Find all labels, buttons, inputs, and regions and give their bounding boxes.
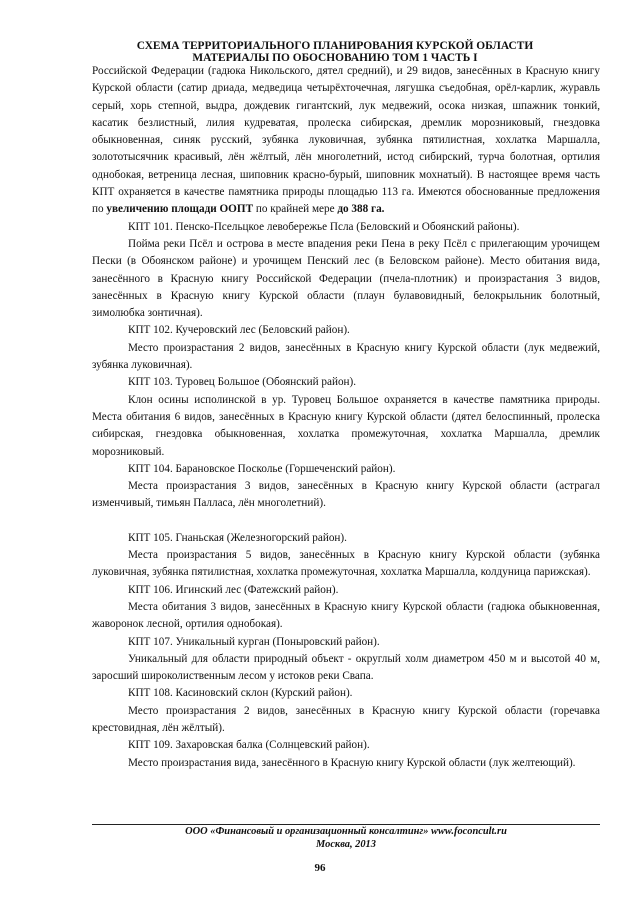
intro-text: Российской Федерации (гадюка Никольского, дятел средний), и 29 видов, занесённых в Красную книгу Курской области (сатир дриада, медведица четырёхточечная, лягушка съедобная, орёл-карлик, журавль серый, хорь степной, выдра, дождевик гигантский, лук медвежий, осока низкая, шпажник тонкий, касатик безлистный, лилия кудреватая, пролеска сибирская, дремлик морозниковый, гнездовка обыкновенная, синяк русский, зубянка луковичная, зубянка пятилистная, хохлатка Маршалла, золототысячник красивый, лён жёлтый, лён многолетний, истод сибирский, турча болотная, ортилия однобокая, ветреница лесная, шиповник красно-бурый, шиповник мохнатый). В настоящее время часть КПТ охраняется в качестве памятника природы площадью 113 га. Имеются обоснованные предложения по [92, 65, 600, 216]
header-title: СХЕМА ТЕРРИТОРИАЛЬНОГО ПЛАНИРОВАНИЯ КУРСКОЙ ОБЛАСТИ [136, 40, 534, 52]
section-title: КПТ 103. Туровец Большое (Обоянский район). [128, 376, 357, 389]
section-paragraph: Место произрастания вида, занесённого в Красную книгу Курской области (лук желтеющий). [128, 756, 576, 769]
section-title: КПТ 108. Касиновский склон (Курский район). [128, 687, 353, 700]
section-title: КПТ 106. Игинский лес (Фатежский район). [128, 583, 339, 596]
section-paragraph: Пойма реки Псёл и острова в месте впадения реки Пена в реку Псёл с прилегающим урочищем Пески (в Обоянском районе) и урочищем Пенский лес (в Беловском районе). Место обитания вида, занесённого в Красную книгу Российской Федерации (пчела-плотник) и произрастания 3 видов, занесённых в Красную книгу Курской области (плаун булавовидный, белокрыльник болотный, зимолюбка зонтичная). [92, 237, 600, 320]
section-paragraph: Места произрастания 5 видов, занесённых в Красную книгу Курской области (зубянка луковичная, зубянка пятилистная, хохлатка промежуточная, хохлатка Маршалла, колдуница парижская). [92, 549, 600, 579]
section-paragraph: Уникальный для области природный объект - округлый холм диаметром 450 м и высотой 40 м, заросший широколиственным лесом у истоков реки Свапа. [92, 652, 600, 683]
section-title: КПТ 105. Гнаньская (Железногорский район). [128, 531, 347, 544]
footer-company: ООО «Финансовый и организационный консалтинг» www.foconcult.ru [185, 826, 507, 837]
section-title: КПТ 109. Захаровская балка (Солнцевский район). [128, 739, 370, 752]
section-title: КПТ 104. Барановское Посколье (Горшеченский район). [128, 462, 396, 475]
section-paragraph: Места произрастания 3 видов, занесённых в Красную книгу Курской области (астрагал изменчивый, тимьян Палласа, лён многолетний). [92, 480, 600, 510]
intro-text-mid: по крайней мере [253, 203, 338, 216]
section-title: КПТ 102. Кучеровский лес (Беловский район). [128, 324, 350, 337]
document-footer [92, 824, 600, 851]
section-spacer [92, 513, 600, 530]
section-paragraph: Место произрастания 2 видов, занесённых в Красную книгу Курской области (лук медвежий, зубянка луковичная). [92, 341, 600, 372]
intro-bold-proposal: увеличению площади ООПТ [106, 203, 254, 216]
section-paragraph: Клон осины исполинской в ур. Туровец Большое охраняется в качестве памятника природы. Места обитания 6 видов, занесённых в Красную книгу Курской области (дятел белоспинный, пролеска сибирская, гнездовка обыкновенная, хохлатка промежуточная, хохлатка Маршалла, дремлик морозниковый. [92, 393, 600, 458]
section-paragraph: Место произрастания 2 видов, занесённых в Красную книгу Курской области (горечавка крестовидная, лён жёлтый). [92, 704, 600, 734]
section-paragraph: Места обитания 3 видов, занесённых в Красную книгу Курской области (гадюка обыкновенная, жаворонок лесной, ортилия однобокая). [92, 600, 600, 631]
section-title: КПТ 101. Пенско-Псельцкое левобережье Псла (Беловский и Обоянский районы). [128, 220, 520, 233]
intro-paragraph [92, 63, 600, 219]
footer-city-year: Москва, 2013 [316, 839, 376, 850]
document-body [92, 63, 600, 772]
header-subtitle: МАТЕРИАЛЫ ПО ОБОСНОВАНИЮ ТОМ 1 ЧАСТЬ I [192, 52, 478, 64]
intro-bold-area: до 388 га. [337, 203, 385, 216]
document-header [70, 40, 600, 64]
section-title: КПТ 107. Уникальный курган (Поныровский район). [128, 635, 380, 648]
page-number: 96 [314, 862, 326, 874]
